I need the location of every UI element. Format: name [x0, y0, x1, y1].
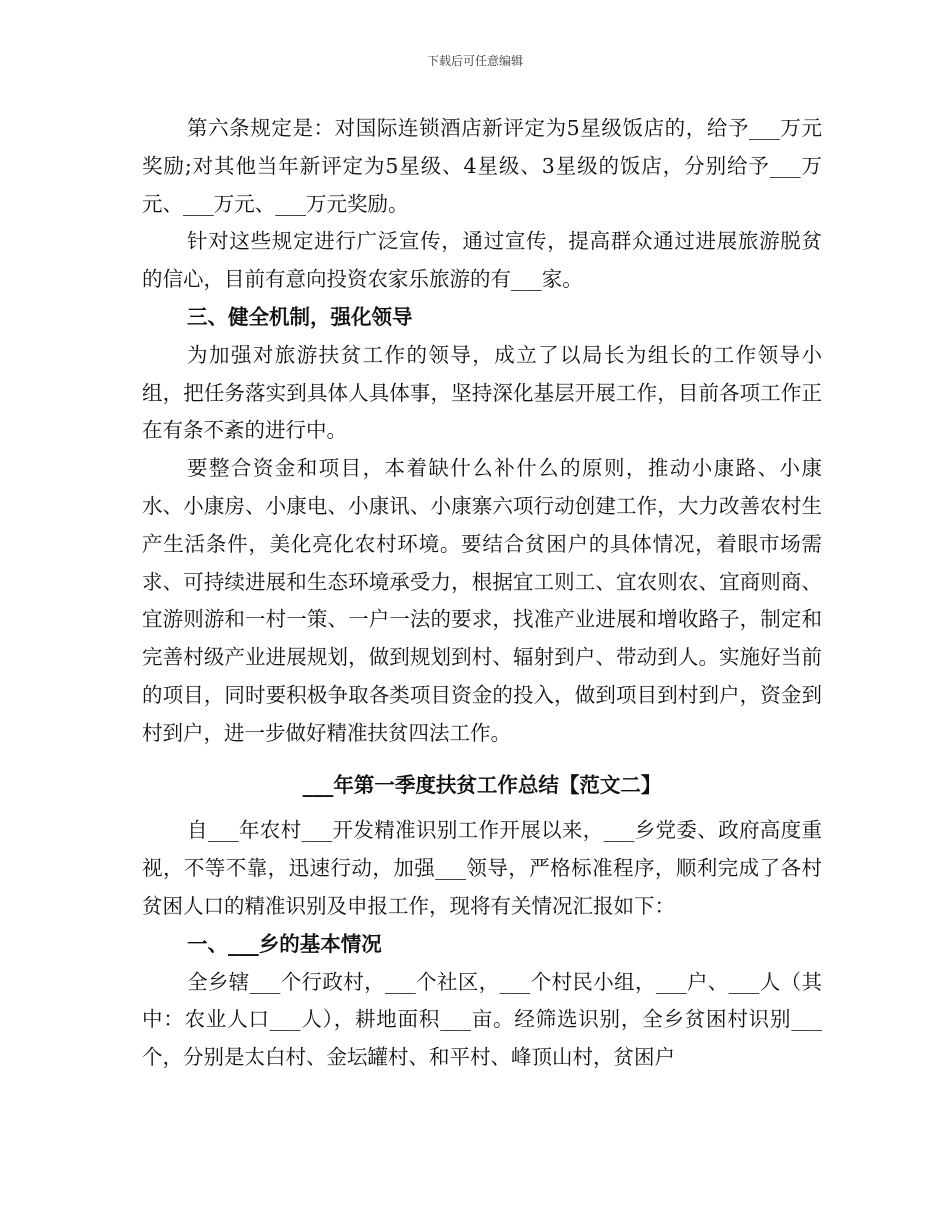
- document-body: [142, 110, 822, 1077]
- paragraph-publicity: 针对这些规定进行广泛宣传，通过宣传，提高群众通过进展旅游脱贫的信心，目前有意向投资农家乐旅游的有___家。: [142, 229, 822, 292]
- paragraph-article-six: 第六条规定是：对国际连锁酒店新评定为5星级饭店的，给予___万元奖励;对其他当年新评定为5星级、4星级、3星级的饭店，分别给予___万元、___万元、___万元奖励。: [142, 116, 822, 216]
- paragraph-leadership: 为加强对旅游扶贫工作的领导，成立了以局长为组长的工作领导小组，把任务落实到具体人具体事，坚持深化基层开展工作，目前各项工作正在有条不紊的进行中。: [142, 342, 822, 443]
- paragraph-intro: 自___年农村___开发精准识别工作开展以来，___乡党委、政府高度重视，不等不靠，迅速行动，加强___领导，严格标准程序，顺利完成了各村贫困人口的精准识别及申报工作，现将有关情况汇报如下：: [142, 818, 822, 918]
- section-heading-1: 一、___乡的基本情况: [187, 931, 382, 956]
- section-heading-3: 三、健全机制，强化领导: [187, 304, 413, 329]
- paragraph-basic-info: 全乡辖___个行政村，___个社区，___个村民小组，___户、___人（其中：农业人口___人），耕地面积___亩。经筛选识别，全乡贫困村识别___个，分别是太白村、金坛罐村、和平村、峰顶山村，贫困户: [142, 969, 822, 1070]
- paragraph-integration: 要整合资金和项目，本着缺什么补什么的原则，推动小康路、小康水、小康房、小康电、小康讯、小康寨六项行动创建工作，大力改善农村生产生活条件，美化亮化农村环境。要结合贫困户的具体情况，着眼市场需求、可持续进展和生态环境承受力，根据宜工则工、宜农则农、宜商则商、宜游则游和一村一策、一户一法的要求，找准产业进展和增收路子，制定和完善村级产业进展规划，做到规划到村、辐射到户、带动到人。实施好当前的项目，同时要积极争取各类项目资金的投入，做到项目到村到户，资金到村到户，进一步做好精准扶贫四法工作。: [142, 456, 822, 745]
- document-title: ___年第一季度扶贫工作总结【范文二】: [302, 772, 662, 797]
- page-header: 下载后可任意编辑: [426, 54, 523, 68]
